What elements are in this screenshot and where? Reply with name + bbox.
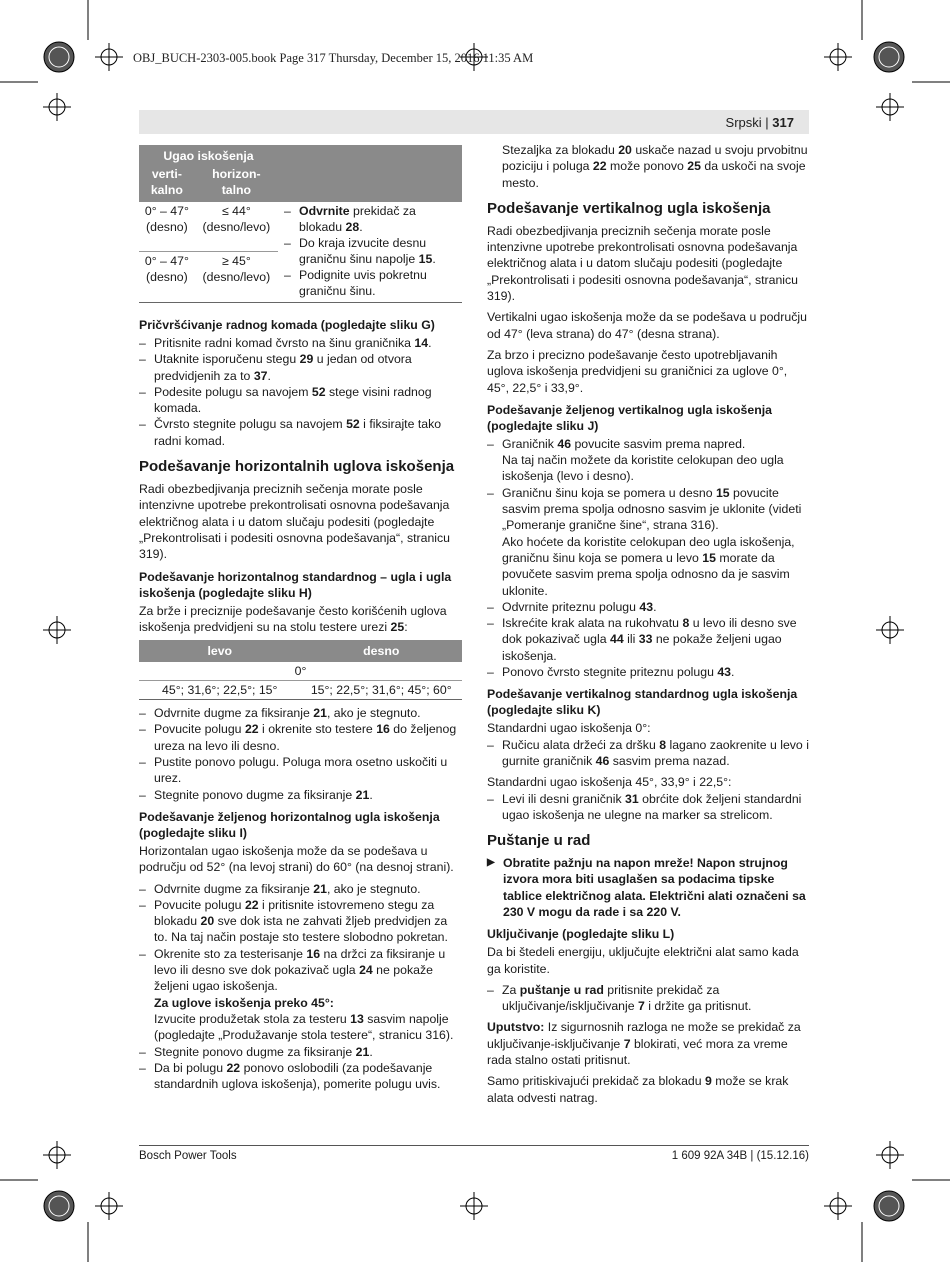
col-levo: levo bbox=[207, 644, 233, 659]
section-v-quick: Za brzo i precizno podešavanje često upotrebljavanih uglova iskošenja predvidjeni su graničnici za uglove 0°, 45°, 22,5° i 33,9°. bbox=[487, 347, 788, 395]
section-h-title: Podešavanje horizontalnih uglova iskošenja bbox=[139, 458, 455, 476]
section-v-range: Vertikalni ugao iskošenja može da se podešava u području od 47° (leva strana) do 47° (desna strana). bbox=[487, 310, 807, 341]
voltage-warning: ▶ Obratite pažnju na napon mreže! Napon strujnog izvora mora biti usaglašen sa podacima tipske tablice električnog alata. Električni alati označeni sa 230 V mogu da rade i sa 220 V. bbox=[487, 855, 809, 920]
table-steps bbox=[284, 203, 460, 299]
list-item: – Iskrećite krak alata na rukohvatu 8 u levo ili desno sve dok pokazivač ugla 44 ili 33 ne pokaže željeni ugao iskošenja. bbox=[487, 615, 809, 664]
section-g-list bbox=[139, 335, 463, 449]
list-item: – Podesite polugu sa navojem 52 stege visini radnog komada. bbox=[139, 384, 463, 417]
list-item: – Podignite uvis pokretnu graničnu šinu. bbox=[284, 267, 460, 299]
list-item: – Graničnik 46 povucite sasvim prema napred. Na taj način možete da koristite celokupan deo ugla iskošenja (levo i desno). bbox=[487, 436, 809, 485]
section-h-sub2: Podešavanje željenog horizontalnog ugla iskošenja (pogledajte sliku I) bbox=[139, 809, 440, 840]
list-item: – Do kraja izvucite desnu graničnu šinu napolje 15. bbox=[284, 235, 460, 267]
header-sep: | bbox=[765, 115, 769, 130]
list-item: – Graničnu šinu koja se pomera u desno 15 povucite sasvim prema spolja odnosno sasvim je uklonite (videti „Pomeranje granične šine“, strana 316). Ako hoćete da koristite celokupan deo ugla iskošenja, graničnu šinu koja se pomera u levo 15 morate da povučete sasvim prema spolja odnosno da je sasvim uklonite. bbox=[487, 485, 809, 599]
list-item: – Levi ili desni graničnik 31 obrćite dok željeni standardni ugao iskošenja ne ulegne na marker sa strelicom. bbox=[487, 791, 809, 824]
section-k-std0: Standardni ugao iskošenja 0°: bbox=[487, 721, 651, 736]
list-item: – Ponovo čvrsto stegnite priteznu polugu 43. bbox=[487, 664, 809, 680]
center-value: 0° bbox=[139, 662, 462, 681]
footer-code: 1 609 92A 34B | (15.12.16) bbox=[671, 1150, 809, 1162]
section-k-list1 bbox=[487, 737, 809, 770]
list-item: – Odvrnite dugme za fiksiranje 21, ako je stegnuto. bbox=[139, 881, 463, 897]
list-item: – Ručicu alata držeći za dršku 8 lagano zaokrenite u levo i gurnite graničnik 46 sasvim prema nazad. bbox=[487, 737, 809, 770]
list-item: – Da bi polugu 22 ponovo oslobodili (za podešavanje standardnih uglova iskošenja), pomerite polugu uvis. bbox=[139, 1060, 463, 1093]
right-values: 15°; 22,5°; 31,6°; 45°; 60° bbox=[301, 681, 463, 700]
row2-horizontal: ≥ 45° (desno/levo) bbox=[202, 253, 271, 284]
section-k-list2 bbox=[487, 791, 809, 824]
list-item: – Utaknite isporučenu stegu 29 u jedan od otvora predvidjenih za to 37. bbox=[139, 351, 463, 384]
section-l-title: Uključivanje (pogledajte sliku L) bbox=[487, 927, 675, 942]
right-column bbox=[487, 142, 809, 1111]
page-number: 317 bbox=[772, 115, 794, 130]
row1-horizontal: ≤ 44° (desno/levo) bbox=[195, 202, 278, 251]
list-item: – Odvrnite priteznu polugu 43. bbox=[487, 599, 809, 615]
section-h-intro: Radi obezbedjivanja preciznih sečenja morate posle intenzivne upotrebe prekontrolisati osnovna podešavanja električnog alata i u datom slučaju podesiti (pogledajte „Prekontrolisati i podesiti osnovna podešavanja“, stranicu 319). bbox=[139, 482, 451, 562]
col-horizontal: horizon- talno bbox=[212, 167, 261, 197]
row2-vertical: 0° – 47° (desno) bbox=[144, 253, 189, 284]
list-item: – Pustite ponovo polugu. Poluga mora osetno uskočiti u urez. bbox=[139, 754, 463, 787]
list-item: – Stegnite ponovo dugme za fiksiranje 21. bbox=[139, 787, 463, 803]
page-header-bar bbox=[139, 110, 809, 134]
print-header: OBJ_BUCH-2303-005.book Page 317 Thursday, December 15, 2016 11:35 AM bbox=[133, 51, 534, 65]
footer-brand: Bosch Power Tools bbox=[139, 1150, 237, 1162]
section-v-intro: Radi obezbedjivanja preciznih sečenja morate posle intenzivne upotrebe prekontrolisati osnovna podešavanja električnog alata i u datom slučaju podesiti (pogledajte „Prekontrolisati i podesiti osnovna podešavanja“, stranicu 319). bbox=[487, 223, 799, 304]
continued-text: Stezaljka za blokadu 20 uskače nazad u svoju prvobitnu poziciju i poluga 22 može ponovo 25 da uskoči na svoje mesto. bbox=[502, 143, 808, 190]
section-j-title: Podešavanje željenog vertikalnog ugla iskošenja (pogledajte sliku J) bbox=[487, 402, 772, 433]
section-h-sub1: Podešavanje horizontalnog standardnog – ugla i ugla iskošenja (pogledajte sliku H) bbox=[139, 569, 452, 600]
list-item: – Pritisnite radni komad čvrsto na šinu graničnika 14. bbox=[139, 335, 463, 351]
section-l-text: Da bi štedeli energiju, uključujte električni alat samo kada ga koristite. bbox=[487, 945, 799, 976]
list-item: – Stegnite ponovo dugme za fiksiranje 21. bbox=[139, 1044, 463, 1060]
list-item: – Povucite polugu 22 i pritisnite istovremeno stegu za blokadu 20 sve dok ista ne zahvati žljeb predvidjen za to. Na taj način postaje sto testere slobodno pokretan. bbox=[139, 897, 463, 946]
col-vertical: verti- kalno bbox=[150, 167, 183, 197]
list-item: – Povucite polugu 22 i okrenite sto testere 16 do željenog ureza na levo ili desno. bbox=[139, 721, 463, 754]
section-k-title: Podešavanje vertikalnog standardnog ugla iskošenja (pogledajte sliku K) bbox=[487, 687, 798, 718]
page-header bbox=[726, 115, 794, 130]
notch-table bbox=[139, 640, 462, 700]
section-h-list1 bbox=[139, 705, 463, 803]
bevel-table bbox=[139, 145, 462, 303]
col-desno: desno bbox=[363, 644, 400, 659]
list-item: – Odvrnite prekidač za blokadu 28. bbox=[284, 203, 460, 235]
list-item: – Čvrsto stegnite polugu sa navojem 52 i fiksirajte tako radni komad. bbox=[139, 416, 463, 449]
list-item: – Okrenite sto za testerisanje 16 na držci za fiksiranje u levo ili desno sve dok pokazivač ugla 24 ne pokaže željeni ugao iskošenja. Za uglove iskošenja preko 45°: Izvucite produžetak stola za testeru 13 sasvim napolje (pogledajte „Produžavanje stola testere“, stranicu 316). bbox=[139, 946, 463, 1044]
last-note: Samo pritiskivajući prekidač za blokadu 9 može se krak alata odvesti natrag. bbox=[487, 1074, 789, 1105]
list-item: – Odvrnite dugme za fiksiranje 21, ako je stegnuto. bbox=[139, 705, 463, 721]
left-values: 45°; 31,6°; 22,5°; 15° bbox=[139, 681, 301, 700]
section-h-sub1-text: Za brže i preciznije podešavanje često korišćenih uglova iskošenja predvidjeni su na stolu testere urezi 25: bbox=[139, 603, 447, 634]
over45-text: Izvucite produžetak stola za testeru 13 sasvim napolje (pogledajte „Produžavanje stola testere“, stranicu 316). bbox=[154, 1011, 454, 1043]
section-h-list2 bbox=[139, 881, 463, 1093]
left-column bbox=[139, 145, 463, 1097]
section-k-std45: Standardni ugao iskošenja 45°, 33,9° i 22,5°: bbox=[487, 775, 732, 790]
section-j-list bbox=[487, 436, 809, 680]
row1-vertical: 0° – 47° (desno) bbox=[139, 202, 195, 251]
footer-rule bbox=[139, 1145, 809, 1146]
table-title: Ugao iskošenja bbox=[163, 149, 254, 163]
section-v-title: Podešavanje vertikalnog ugla iskošenja bbox=[487, 199, 771, 217]
header-language: Srpski bbox=[725, 115, 762, 130]
list-item: – Za puštanje u rad pritisnite prekidač za uključivanje/isključivanje 7 i držite ga pritisnut. bbox=[487, 982, 809, 1015]
over45-title: Za uglove iskošenja preko 45°: bbox=[154, 995, 334, 1010]
section-h-sub2-text: Horizontalan ugao iskošenja može da se podešava u području od 52° (na levoj strani) do 60° (na desnoj strani). bbox=[139, 843, 454, 875]
tip-note: Uputstvo: Iz sigurnosnih razloga ne može se prekidač za uključivanje-isključivanje 7 blokirati, već mora za vreme rada stalno ostati pritisnut. bbox=[487, 1020, 801, 1068]
section-l-list bbox=[487, 982, 809, 1015]
section-start-title: Puštanje u rad bbox=[487, 832, 591, 850]
section-g-title: Pričvršćivanje radnog komada (pogledajte sliku G) bbox=[139, 318, 435, 332]
